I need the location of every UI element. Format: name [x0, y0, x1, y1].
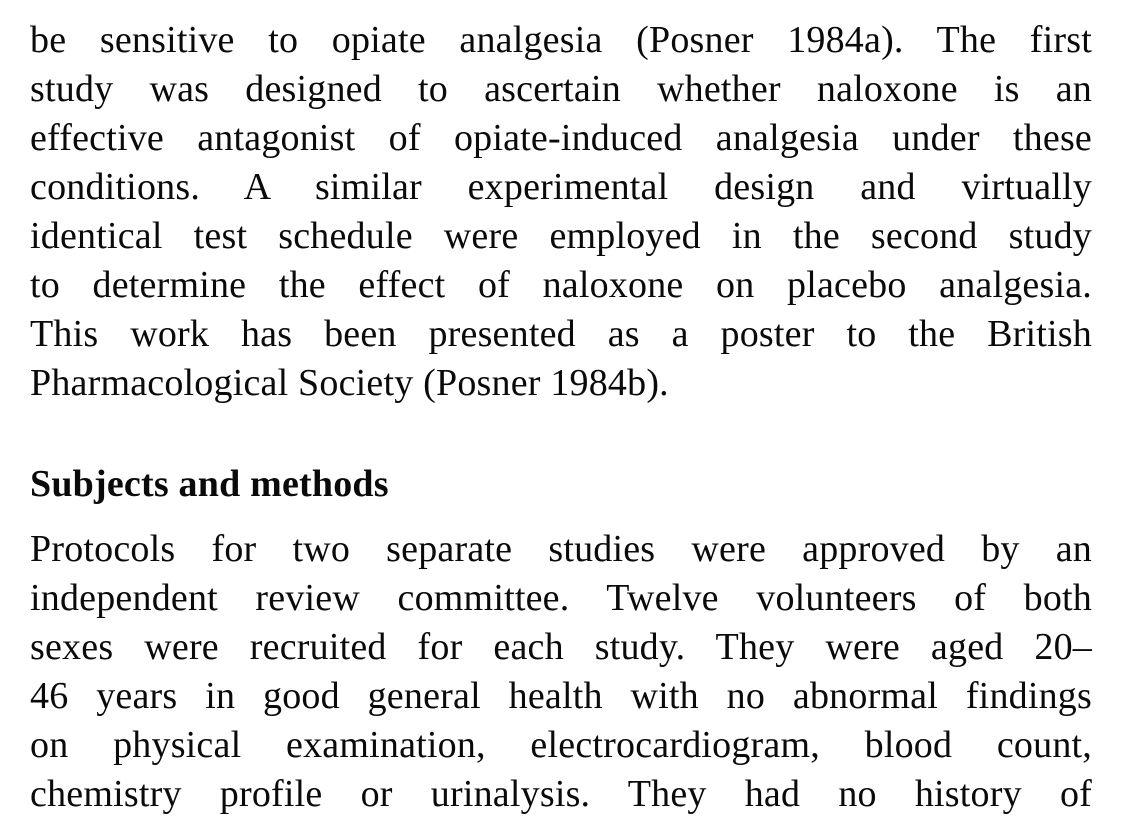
- text-line: This work has been presented as a poster to the British: [30, 313, 1092, 355]
- text-line: chemistry profile or urinalysis. They had no history of: [30, 773, 1092, 815]
- text-line: independent review committee. Twelve volunteers of both: [30, 577, 1092, 619]
- section-heading-subjects-and-methods: Subjects and methods: [30, 463, 389, 505]
- paragraph-introduction: [30, 16, 1092, 408]
- paragraph-subjects-and-methods: [30, 525, 1092, 819]
- text-line: sexes were recruited for each study. They were aged 20–: [30, 626, 1092, 668]
- text-line: to determine the effect of naloxone on placebo analgesia.: [30, 264, 1092, 306]
- text-line: conditions. A similar experimental design and virtually: [30, 166, 1092, 208]
- text-line: effective antagonist of opiate-induced analgesia under these: [30, 117, 1092, 159]
- text-line: be sensitive to opiate analgesia (Posner 1984a). The first: [30, 19, 1092, 61]
- text-line: 46 years in good general health with no abnormal findings: [30, 675, 1092, 717]
- text-line: study was designed to ascertain whether naloxone is an: [30, 68, 1092, 110]
- text-line: identical test schedule were employed in the second study: [30, 215, 1092, 257]
- text-line: on physical examination, electrocardiogram, blood count,: [30, 724, 1092, 766]
- text-line: Pharmacological Society (Posner 1984b).: [30, 362, 669, 404]
- text-line: Protocols for two separate studies were approved by an: [30, 528, 1092, 570]
